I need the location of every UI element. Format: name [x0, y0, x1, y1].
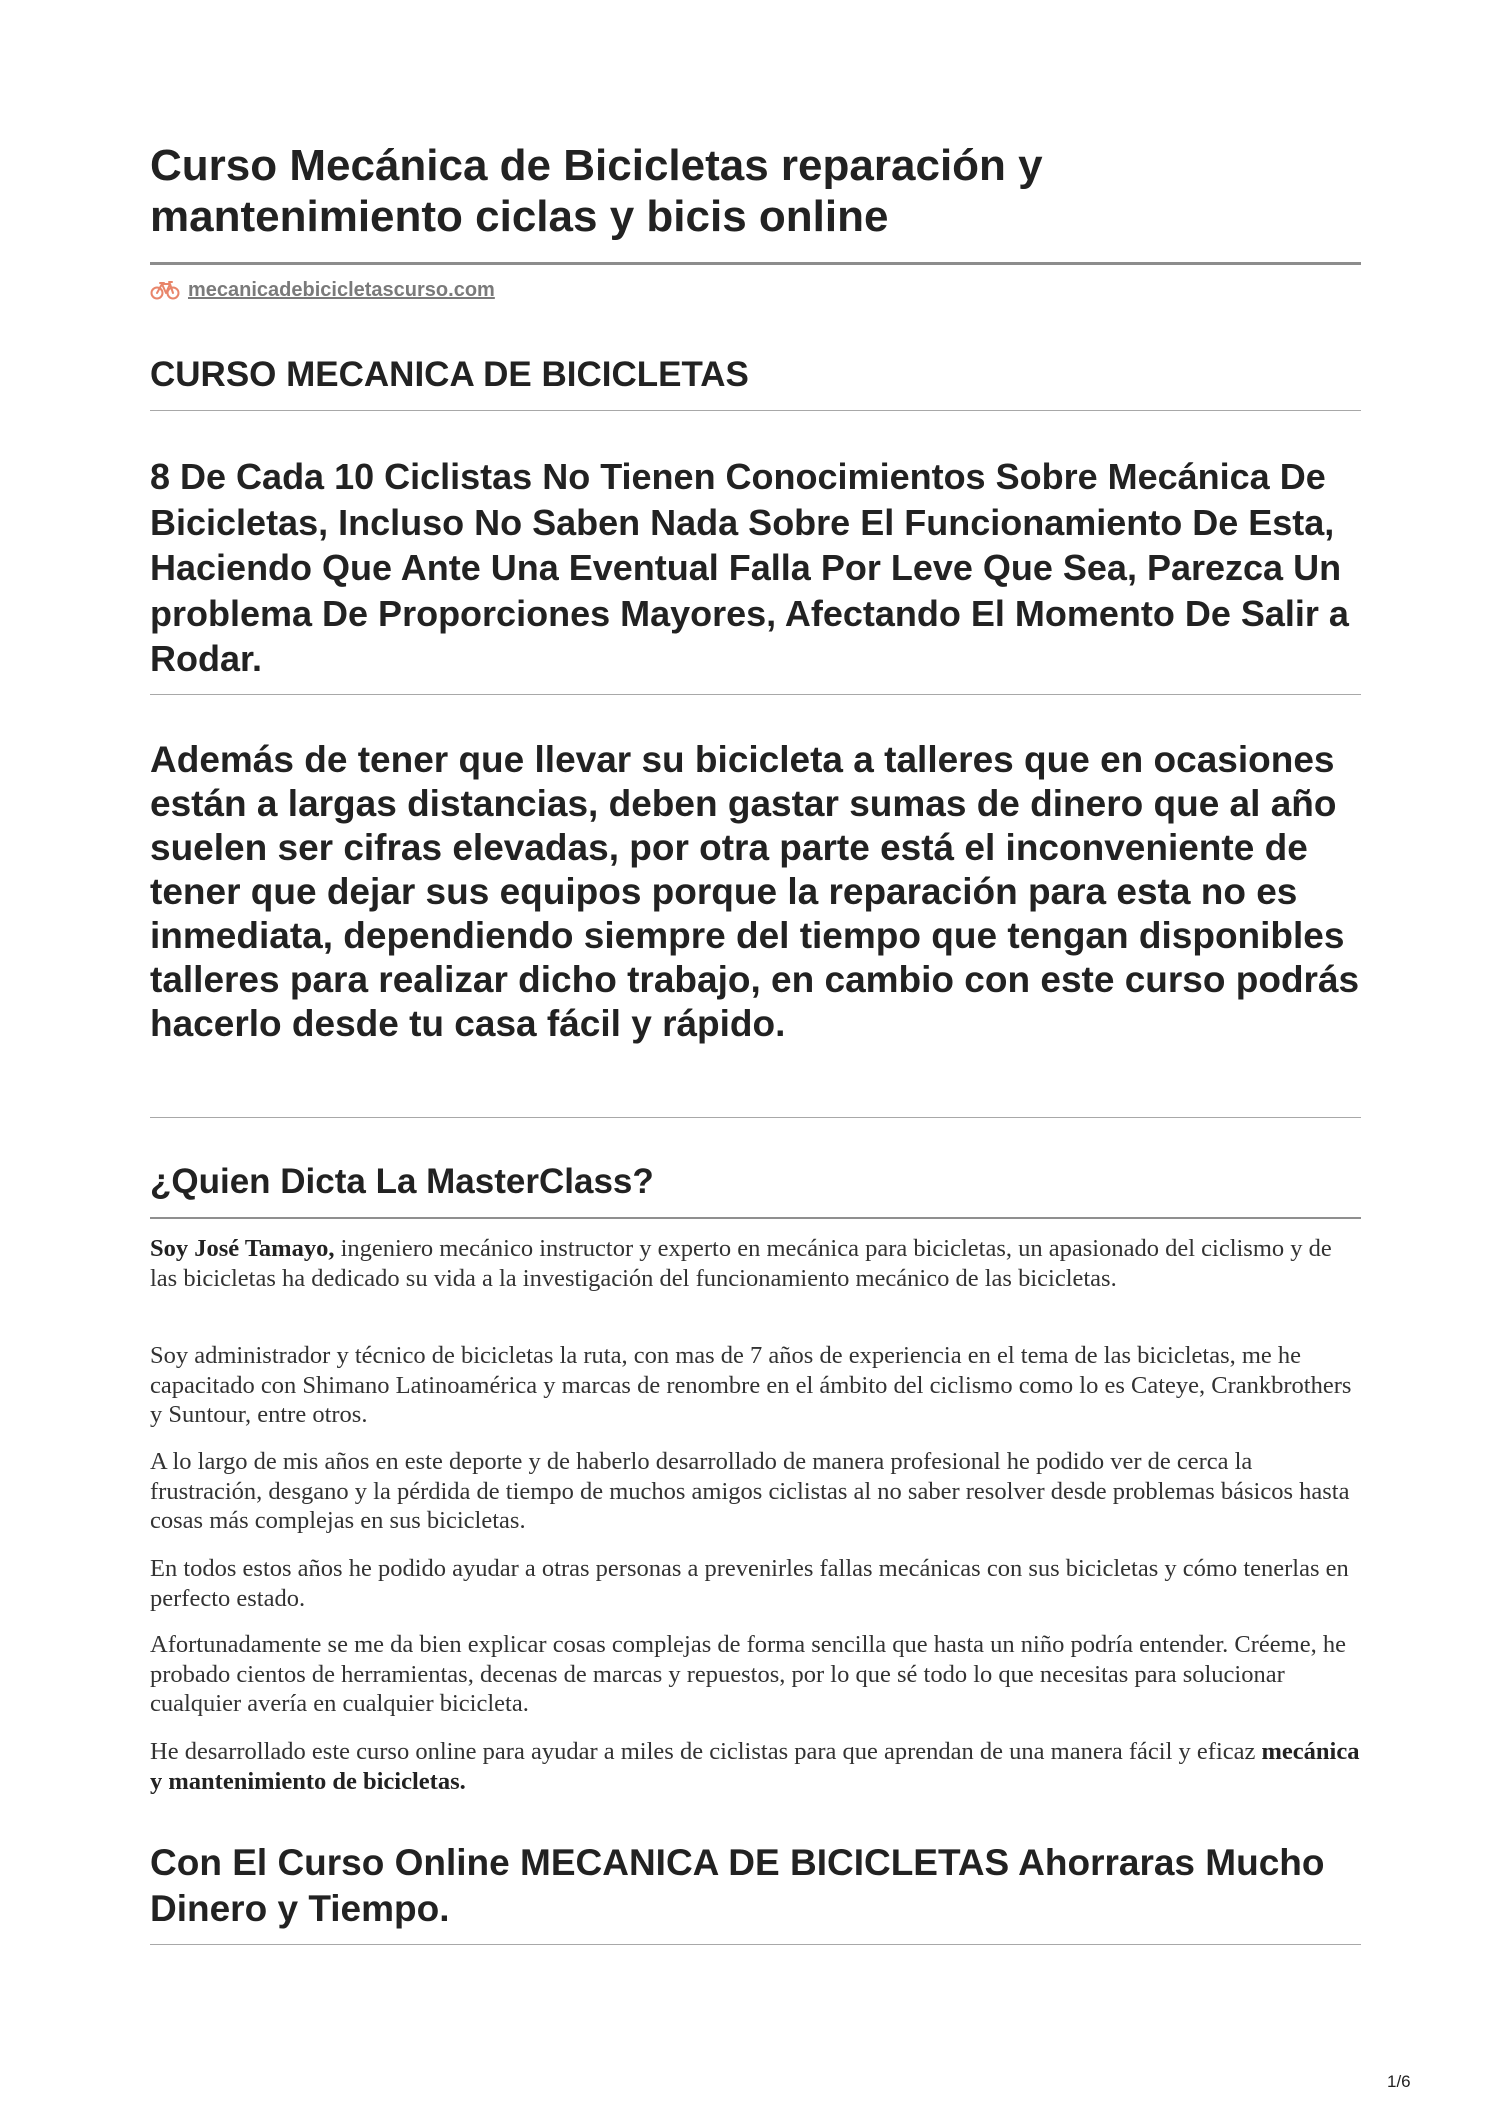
savings-heading: Con El Curso Online MECANICA DE BICICLETAS Ahorraras Mucho Dinero y Tiempo.	[150, 1842, 1325, 1929]
instructor-paragraph-3: A lo largo de mis años en este deporte y de haberlo desarrollado de manera profesional he podido ver de cerca la frustración, desgano y la pérdida de tiempo de muchos amigos ciclistas al no saber resolver desde problemas básicos hasta cosas más complejas en sus bicicletas.	[150, 1448, 1350, 1534]
course-heading: CURSO MECANICA DE BICICLETAS	[150, 355, 749, 394]
bicycle-icon	[150, 280, 180, 300]
problem-statement: Además de tener que llevar su bicicleta a talleres que en ocasiones están a largas distancias, deben gastar sumas de dinero que al año suelen ser cifras elevadas, por otra parte está el inconveniente de tener que dejar sus equipos porque la reparación para esta no es inmediata, dependiendo siempre del tiempo que tengan disponibles talleres para realizar dicho trabajo, en cambio con este curso podrás hacerlo desde tu casa fácil y rápido.	[150, 739, 1360, 1044]
instructor-paragraph-5: Afortunadamente se me da bien explicar cosas complejas de forma sencilla que hasta un niño podría entender. Créeme, he probado cientos de herramientas, decenas de marcas y repuestos, por lo que sé todo lo que necesitas para solucionar cualquier avería en cualquier bicicleta.	[150, 1631, 1346, 1717]
source-line	[150, 277, 495, 303]
instructor-paragraph-4: En todos estos años he podido ayudar a otras personas a prevenirles fallas mecánicas con sus bicicletas y cómo tenerlas en perfecto estado.	[150, 1555, 1349, 1612]
instructor-heading: ¿Quien Dicta La MasterClass?	[150, 1162, 654, 1201]
instructor-heading-divider	[150, 1217, 1361, 1219]
page-number: 1/6	[1387, 2072, 1411, 2091]
source-link[interactable]: mecanicadebicicletascurso.com	[188, 278, 495, 301]
instructor-paragraph-2: Soy administrador y técnico de bicicletas la ruta, con mas de 7 años de experiencia en el tema de las bicicletas, me he capacitado con Shimano Latinoamérica y marcas de renombre en el ámbito del ciclismo como lo es Cateye, Crankbrothers y Suntour, entre otros.	[150, 1342, 1352, 1428]
intro-statement-divider	[150, 694, 1361, 695]
instructor-intro-text: ingeniero mecánico instructor y experto en mecánica para bicicletas, un apasionado del ciclismo y de las bicicletas ha dedicado su vida a la investigación del funcionamiento mecánico de las bicicletas.	[150, 1235, 1332, 1292]
instructor-name: Soy José Tamayo,	[150, 1235, 335, 1262]
course-purpose-text: He desarrollado este curso online para ayudar a miles de ciclistas para que aprendan de una manera fácil y eficaz	[150, 1738, 1262, 1765]
instructor-paragraph-1	[150, 1234, 1361, 1293]
title-divider	[150, 262, 1361, 265]
course-purpose-bold: mecánica y mantenimiento de bicicletas.	[150, 1738, 1360, 1795]
intro-statement: 8 De Cada 10 Ciclistas No Tienen Conocimientos Sobre Mecánica De Bicicletas, Incluso No Saben Nada Sobre El Funcionamiento De Esta, Haciendo Que Ante Una Eventual Falla Por Leve Que Sea, Parezca Un problema De Proporciones Mayores, Afectando El Momento De Salir a Rodar.	[150, 456, 1349, 679]
instructor-paragraph-6	[150, 1737, 1361, 1796]
document-title: Curso Mecánica de Bicicletas reparación y mantenimiento ciclas y bicis online	[150, 141, 1043, 241]
savings-heading-divider	[150, 1944, 1361, 1945]
course-heading-divider	[150, 410, 1361, 411]
problem-statement-divider	[150, 1117, 1361, 1118]
